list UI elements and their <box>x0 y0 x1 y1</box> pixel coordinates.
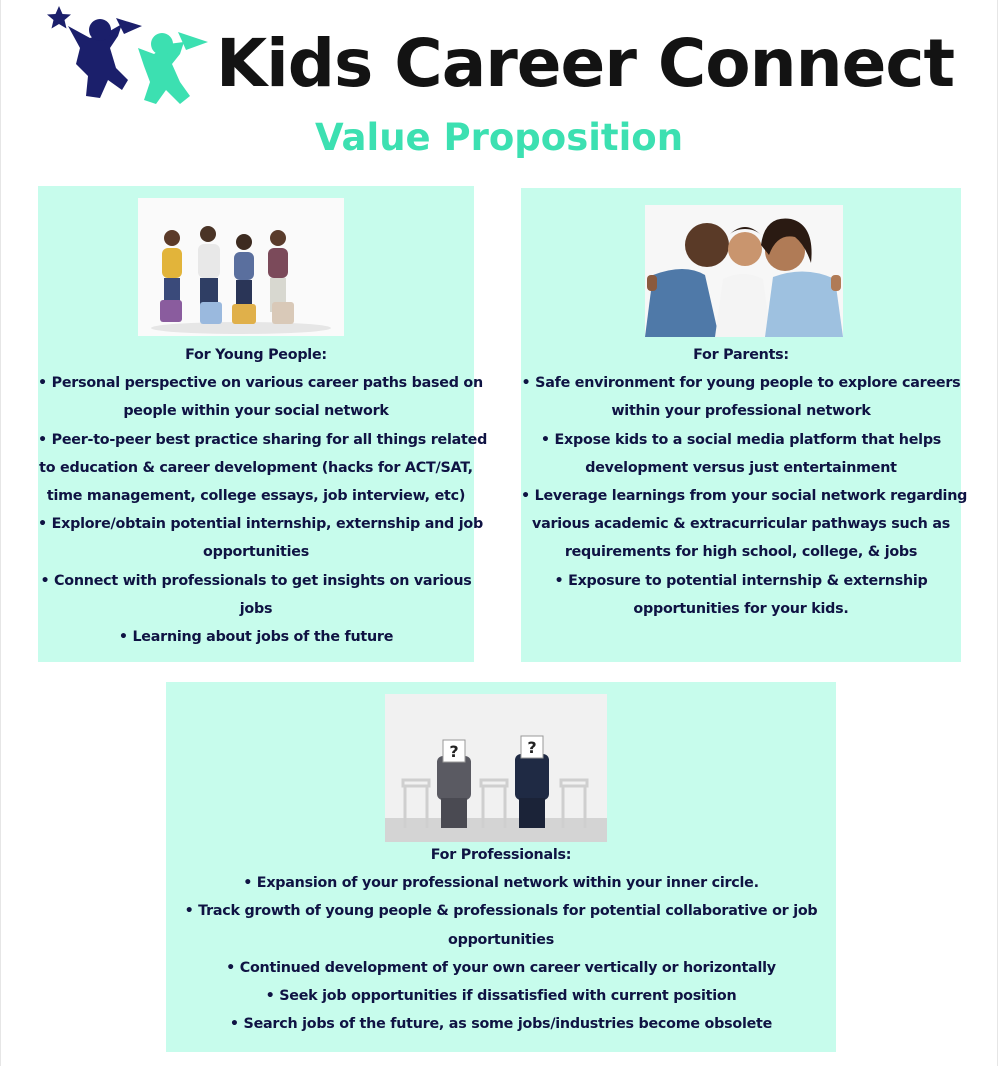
parents-photo <box>645 205 843 337</box>
professionals-text <box>166 841 836 1038</box>
bullet-line: • Track growth of young people & professionals for potential collaborative or job <box>184 903 818 920</box>
bullet-line: • Exposure to potential internship & externship <box>554 572 928 589</box>
parents-text <box>521 341 968 623</box>
bullet-line: opportunities <box>448 931 554 948</box>
bullet-line: • Peer-to-peer best practice sharing for all things related <box>38 431 488 448</box>
young-people-text <box>38 341 488 651</box>
bullet-line: • Continued development of your own career vertically or horizontally <box>226 959 776 976</box>
professionals-photo <box>385 694 607 842</box>
bullet-line: opportunities for your kids. <box>633 600 849 617</box>
bullet-line: • Expose kids to a social media platform that helps <box>540 431 942 448</box>
brand-title: Kids Career Connect <box>216 25 955 102</box>
bullet-line: • Learning about jobs of the future <box>118 629 394 646</box>
professionals-photo-icon <box>385 694 607 842</box>
bullet-line: time management, college essays, job interview, etc) <box>46 488 466 505</box>
kids-logo-icon <box>46 4 211 108</box>
bullet-line: to education & career development (hacks for ACT/SAT, <box>39 459 473 476</box>
bullet-line: people within your social network <box>123 403 389 420</box>
svg-text:?: ? <box>449 742 459 761</box>
students-photo-icon <box>138 198 344 336</box>
young-people-card <box>38 186 488 662</box>
bullet-line: • Safe environment for young people to explore careers <box>521 375 961 392</box>
bullet-line: jobs <box>239 600 273 617</box>
bullet-line: development versus just entertainment <box>585 459 897 476</box>
bullet-line: • Explore/obtain potential internship, externship and job <box>38 516 483 533</box>
bullet-line: within your professional network <box>611 403 871 420</box>
header <box>46 4 966 108</box>
parents-card <box>521 188 968 662</box>
bullet-line: • Leverage learnings from your social network regarding <box>521 488 968 505</box>
section-heading: For Professionals: <box>430 847 572 863</box>
bullet-line: • Connect with professionals to get insights on various <box>40 572 472 589</box>
bullet-line: • Search jobs of the future, as some jobs/industries become obsolete <box>229 1016 773 1033</box>
bullet-line: • Expansion of your professional network within your inner circle. <box>243 875 759 892</box>
bullet-line: various academic & extracurricular pathways such as <box>532 516 950 533</box>
bullet-line: • Seek job opportunities if dissatisfied with current position <box>265 988 737 1005</box>
professionals-card <box>166 682 836 1052</box>
section-heading: For Young People: <box>185 347 327 363</box>
bullet-line: opportunities <box>203 544 309 561</box>
family-photo-icon <box>645 205 843 337</box>
bullet-line: • Personal perspective on various career paths based on <box>38 375 483 392</box>
section-heading: For Parents: <box>693 347 789 363</box>
bullet-line: requirements for high school, college, & jobs <box>564 544 918 561</box>
page-subtitle: Value Proposition <box>314 116 684 159</box>
svg-text:?: ? <box>527 738 537 757</box>
young-people-photo <box>138 198 344 336</box>
